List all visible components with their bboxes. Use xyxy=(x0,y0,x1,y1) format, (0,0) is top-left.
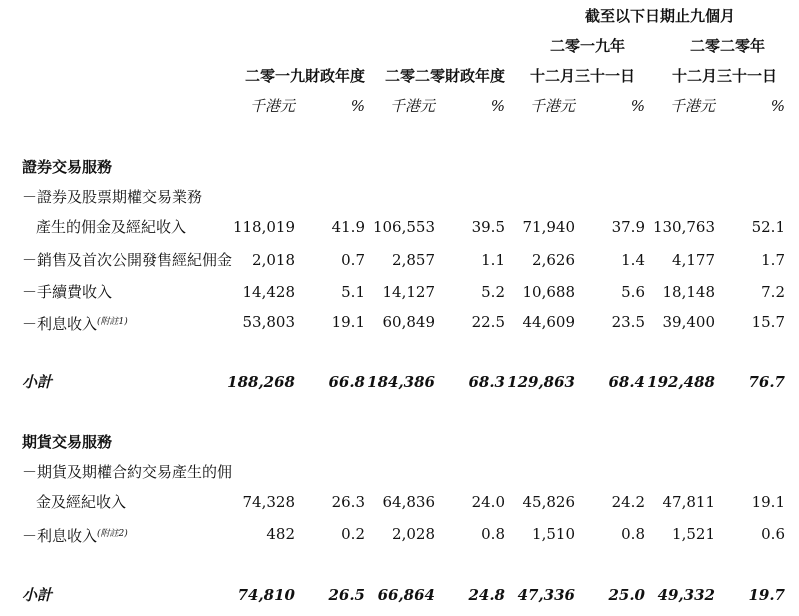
subtotal-pct: 68.4 xyxy=(608,373,645,391)
cell-pct: 24.2 xyxy=(611,493,645,511)
section-title: 證券交易服務 xyxy=(22,158,113,176)
cell-pct: 24.0 xyxy=(471,493,505,511)
cell-value: 106,553 xyxy=(372,218,435,236)
subtotal-pct: 26.5 xyxy=(328,586,365,604)
subtotal-pct: 24.8 xyxy=(468,586,505,604)
subtotal-pct: 66.8 xyxy=(328,373,365,391)
cell-pct: 0.2 xyxy=(341,525,365,543)
cell-value: 74,328 xyxy=(242,493,295,511)
unit-hkd: 千港元 xyxy=(249,97,295,115)
footnote-ref: (附註2) xyxy=(97,529,128,539)
cell-pct: 41.9 xyxy=(331,218,365,236)
subtotal-pct: 76.7 xyxy=(748,373,785,391)
cell-pct: 19.1 xyxy=(331,313,365,331)
dec2020-header: 十二月三十一日 xyxy=(672,67,778,85)
cell-value: 45,826 xyxy=(522,493,575,511)
cell-pct: 26.3 xyxy=(331,493,365,511)
cell-pct: 0.7 xyxy=(341,251,365,269)
cell-pct: 22.5 xyxy=(471,313,505,331)
row-label-text: －利息收入 xyxy=(22,527,98,545)
cell-pct: 15.7 xyxy=(751,313,785,331)
cell-value: 71,940 xyxy=(522,218,575,236)
nine-months-header: 截至以下日期止九個月 xyxy=(584,7,735,25)
cell-pct: 19.1 xyxy=(751,493,785,511)
year-2020-header: 二零二零年 xyxy=(689,37,765,55)
cell-pct: 1.4 xyxy=(621,251,645,269)
cell-value: 60,849 xyxy=(382,313,435,331)
subtotal-value: 66,864 xyxy=(377,586,435,604)
cell-pct: 0.6 xyxy=(761,525,785,543)
subtotal-value: 49,332 xyxy=(657,586,715,604)
cell-pct: 7.2 xyxy=(761,283,785,301)
cell-pct: 1.7 xyxy=(761,251,785,269)
unit-hkd: 千港元 xyxy=(529,97,575,115)
cell-pct: 23.5 xyxy=(611,313,645,331)
cell-pct: 5.1 xyxy=(341,283,365,301)
fy2020-header: 二零二零財政年度 xyxy=(385,67,506,85)
dec2019-header: 十二月三十一日 xyxy=(530,67,636,85)
subtotal-value: 74,810 xyxy=(237,586,295,604)
row-label: 金及經紀收入 xyxy=(36,493,127,511)
row-label: －銷售及首次公開發售經紀佣金 xyxy=(22,251,233,269)
cell-pct: 37.9 xyxy=(611,218,645,236)
section-title: 期貨交易服務 xyxy=(22,433,113,451)
row-label xyxy=(22,312,128,334)
cell-value: 1,510 xyxy=(532,525,575,543)
cell-pct: 52.1 xyxy=(751,218,785,236)
subtotal-pct: 19.7 xyxy=(748,586,785,604)
unit-hkd: 千港元 xyxy=(389,97,435,115)
cell-value: 53,803 xyxy=(242,313,295,331)
cell-value: 2,857 xyxy=(392,251,435,269)
cell-value: 18,148 xyxy=(662,283,715,301)
subtotal-label: 小計 xyxy=(22,373,53,391)
cell-value: 130,763 xyxy=(652,218,715,236)
cell-value: 482 xyxy=(266,525,295,543)
fy2019-header: 二零一九財政年度 xyxy=(245,67,366,85)
subtotal-value: 47,336 xyxy=(517,586,575,604)
cell-pct: 0.8 xyxy=(621,525,645,543)
unit-hkd: 千港元 xyxy=(669,97,715,115)
year-2019-header: 二零一九年 xyxy=(549,37,625,55)
cell-value: 44,609 xyxy=(522,313,575,331)
subtotal-value: 129,863 xyxy=(507,373,575,391)
row-label: －手續費收入 xyxy=(22,283,113,301)
row-label: －證券及股票期權交易業務 xyxy=(22,188,203,206)
unit-pct: % xyxy=(350,97,365,115)
cell-pct: 5.6 xyxy=(621,283,645,301)
subtotal-value: 188,268 xyxy=(227,373,295,391)
cell-value: 47,811 xyxy=(662,493,715,511)
cell-value: 14,428 xyxy=(242,283,295,301)
cell-pct: 39.5 xyxy=(471,218,505,236)
unit-pct: % xyxy=(490,97,505,115)
cell-value: 64,836 xyxy=(382,493,435,511)
subtotal-value: 184,386 xyxy=(367,373,435,391)
cell-value: 39,400 xyxy=(662,313,715,331)
cell-pct: 5.2 xyxy=(481,283,505,301)
cell-value: 4,177 xyxy=(672,251,715,269)
subtotal-pct: 68.3 xyxy=(468,373,505,391)
row-label-text: －利息收入 xyxy=(22,315,98,333)
row-label: 產生的佣金及經紀收入 xyxy=(36,218,187,236)
cell-value: 10,688 xyxy=(522,283,575,301)
subtotal-value: 192,488 xyxy=(647,373,715,391)
row-label xyxy=(22,524,128,546)
cell-value: 118,019 xyxy=(232,218,295,236)
cell-value: 2,018 xyxy=(252,251,295,269)
subtotal-label: 小計 xyxy=(22,586,53,604)
cell-pct: 0.8 xyxy=(481,525,505,543)
cell-pct: 1.1 xyxy=(481,251,505,269)
cell-value: 2,626 xyxy=(532,251,575,269)
cell-value: 14,127 xyxy=(382,283,435,301)
footnote-ref: (附註1) xyxy=(97,317,128,327)
cell-value: 2,028 xyxy=(392,525,435,543)
unit-pct: % xyxy=(770,97,785,115)
row-label: －期貨及期權合約交易產生的佣 xyxy=(22,463,233,481)
unit-pct: % xyxy=(630,97,645,115)
subtotal-pct: 25.0 xyxy=(608,586,645,604)
cell-value: 1,521 xyxy=(672,525,715,543)
